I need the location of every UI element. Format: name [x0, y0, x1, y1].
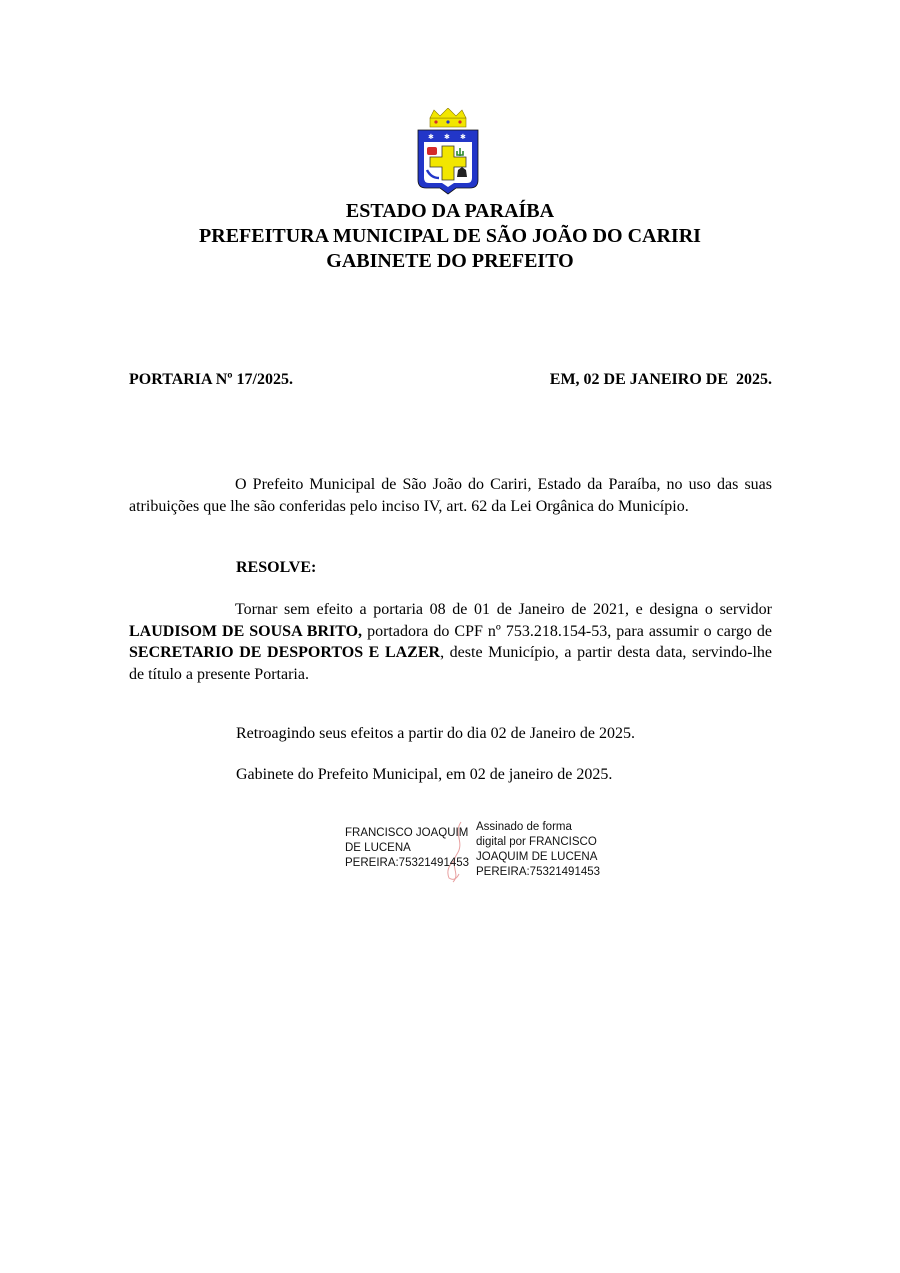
municipal-crest-logo: [414, 108, 482, 196]
signature-note-line: Assinado de forma: [476, 821, 572, 833]
decision-paragraph: [129, 599, 772, 685]
digital-signature-block: [345, 820, 615, 884]
intro-paragraph: [129, 474, 772, 517]
header-office: GABINETE DO PREFEITO: [326, 250, 574, 272]
signer-line: DE LUCENA: [345, 842, 411, 854]
closing-statement: Gabinete do Prefeito Municipal, em 02 de janeiro de 2025.: [236, 766, 613, 783]
signature-note-line: digital por FRANCISCO: [476, 836, 597, 848]
header-prefecture: PREFEITURA MUNICIPAL DE SÃO JOÃO DO CARIRI: [199, 225, 701, 247]
svg-text:✱: ✱: [460, 133, 466, 141]
signer-name: [345, 826, 469, 871]
signer-line: FRANCISCO JOAQUIM: [345, 827, 469, 839]
star-icons: [428, 133, 466, 141]
role-title: SECRETARIO DE DESPORTOS E LAZER: [129, 644, 441, 661]
header-state: ESTADO DA PARAÍBA: [345, 200, 555, 222]
signature-note-line: JOAQUIM DE LUCENA: [476, 851, 598, 863]
retroactive-statement: Retroagindo seus efeitos a partir do dia 02 de Janeiro de 2025.: [236, 725, 635, 742]
signature-note: [476, 820, 600, 880]
decision-text-3: , deste Município, a partir desta data, servindo-lhe de título a presente Portaria.: [129, 644, 773, 683]
servant-name: LAUDISOM DE SOUSA BRITO,: [129, 622, 363, 640]
svg-text:✱: ✱: [428, 133, 434, 141]
decision-text-2: portadora do CPF nº 753.218.154-53, para assumir o cargo de: [362, 622, 773, 640]
signature-note-line: PEREIRA:75321491453: [476, 866, 601, 878]
svg-text:✱: ✱: [444, 133, 450, 141]
signer-line: PEREIRA:75321491453: [345, 857, 470, 869]
crown-icon: [430, 108, 466, 127]
decision-text-1: Tornar sem efeito a portaria 08 de 01 de Janeiro de 2021, e designa o servidor: [235, 601, 772, 618]
intro-text: O Prefeito Municipal de São João do Cariri, Estado da Paraíba, no uso das suas atribuições que lhe são conferidas pelo inciso IV, art. 62 da Lei Orgânica do Município.: [129, 476, 772, 515]
resolve-heading: RESOLVE:: [236, 559, 317, 576]
portaria-date: EM, 02 DE JANEIRO DE 2025.: [549, 371, 772, 388]
portaria-number: PORTARIA Nº 17/2025.: [129, 371, 293, 388]
